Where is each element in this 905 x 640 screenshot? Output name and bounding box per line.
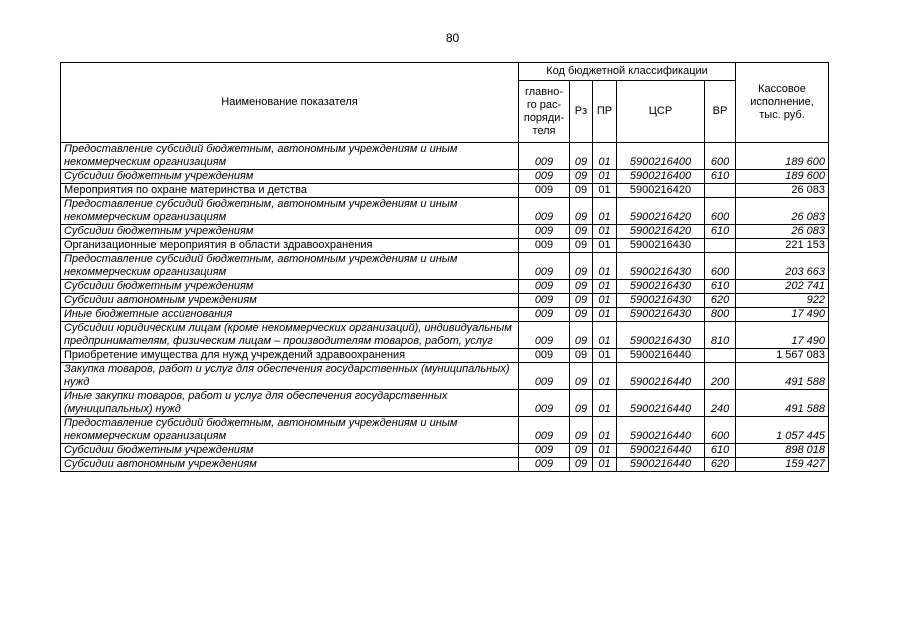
table-row — [61, 143, 829, 170]
row-amount: 26 083 — [736, 198, 829, 225]
table-row — [61, 225, 829, 239]
row-rz: 09 — [570, 198, 593, 225]
row-pr: 01 — [593, 444, 617, 458]
row-grbs: 009 — [519, 349, 570, 363]
row-pr: 01 — [593, 322, 617, 349]
row-vr — [705, 239, 736, 253]
table-row — [61, 280, 829, 294]
header-name: Наименование показателя — [61, 63, 519, 143]
header-code-group: Код бюджетной классификации — [519, 63, 736, 81]
row-amount: 202 741 — [736, 280, 829, 294]
row-grbs: 009 — [519, 198, 570, 225]
header-csr: ЦСР — [617, 81, 705, 143]
row-vr: 610 — [705, 225, 736, 239]
row-vr: 600 — [705, 417, 736, 444]
row-csr: 5900216440 — [617, 390, 705, 417]
row-pr: 01 — [593, 143, 617, 170]
row-pr: 01 — [593, 253, 617, 280]
row-grbs: 009 — [519, 444, 570, 458]
row-vr: 610 — [705, 280, 736, 294]
row-rz: 09 — [570, 294, 593, 308]
row-vr: 610 — [705, 170, 736, 184]
row-amount: 26 083 — [736, 225, 829, 239]
row-csr: 5900216420 — [617, 184, 705, 198]
row-name: Приобретение имущества для нужд учреждений здравоохранения — [61, 349, 519, 363]
header-pr: ПР — [593, 81, 617, 143]
row-vr: 600 — [705, 143, 736, 170]
row-grbs: 009 — [519, 322, 570, 349]
row-rz: 09 — [570, 390, 593, 417]
page-number: 80 — [445, 31, 460, 45]
table-body — [61, 143, 829, 472]
table-row — [61, 198, 829, 225]
row-rz: 09 — [570, 444, 593, 458]
row-grbs: 009 — [519, 184, 570, 198]
row-pr: 01 — [593, 184, 617, 198]
row-csr: 5900216430 — [617, 308, 705, 322]
row-pr: 01 — [593, 390, 617, 417]
row-amount: 26 083 — [736, 184, 829, 198]
row-name: Субсидии бюджетным учреждениям — [61, 280, 519, 294]
row-vr: 800 — [705, 308, 736, 322]
row-csr: 5900216440 — [617, 349, 705, 363]
table-row — [61, 184, 829, 198]
row-pr: 01 — [593, 225, 617, 239]
row-amount: 221 153 — [736, 239, 829, 253]
row-amount: 491 588 — [736, 363, 829, 390]
row-vr: 610 — [705, 444, 736, 458]
row-pr: 01 — [593, 308, 617, 322]
table-row — [61, 390, 829, 417]
row-grbs: 009 — [519, 458, 570, 472]
table-row — [61, 322, 829, 349]
row-grbs: 009 — [519, 170, 570, 184]
row-vr: 620 — [705, 294, 736, 308]
table-row — [61, 363, 829, 390]
row-name: Субсидии автономным учреждениям — [61, 294, 519, 308]
row-pr: 01 — [593, 294, 617, 308]
row-grbs: 009 — [519, 280, 570, 294]
row-csr: 5900216440 — [617, 417, 705, 444]
row-rz: 09 — [570, 417, 593, 444]
row-rz: 09 — [570, 253, 593, 280]
table-row — [61, 294, 829, 308]
row-rz: 09 — [570, 225, 593, 239]
row-vr: 200 — [705, 363, 736, 390]
row-name: Предоставление субсидий бюджетным, автономным учреждениям и иным некоммерческим организациям — [61, 143, 519, 170]
row-name: Субсидии бюджетным учреждениям — [61, 225, 519, 239]
table-row — [61, 458, 829, 472]
row-name: Предоставление субсидий бюджетным, автономным учреждениям и иным некоммерческим организациям — [61, 417, 519, 444]
table-row — [61, 253, 829, 280]
row-rz: 09 — [570, 349, 593, 363]
row-name: Субсидии бюджетным учреждениям — [61, 444, 519, 458]
row-csr: 5900216430 — [617, 239, 705, 253]
header-grbs: главно-го рас-поряди-теля — [519, 81, 570, 143]
row-name: Предоставление субсидий бюджетным, автономным учреждениям и иным некоммерческим организациям — [61, 198, 519, 225]
row-vr: 240 — [705, 390, 736, 417]
table-header — [61, 63, 829, 143]
row-csr: 5900216430 — [617, 322, 705, 349]
row-grbs: 009 — [519, 363, 570, 390]
row-rz: 09 — [570, 184, 593, 198]
row-amount: 898 018 — [736, 444, 829, 458]
row-name: Субсидии бюджетным учреждениям — [61, 170, 519, 184]
row-rz: 09 — [570, 170, 593, 184]
row-pr: 01 — [593, 363, 617, 390]
row-pr: 01 — [593, 280, 617, 294]
row-csr: 5900216430 — [617, 280, 705, 294]
row-grbs: 009 — [519, 225, 570, 239]
row-rz: 09 — [570, 239, 593, 253]
budget-table — [60, 62, 829, 472]
row-amount: 159 427 — [736, 458, 829, 472]
table-row — [61, 444, 829, 458]
row-csr: 5900216430 — [617, 253, 705, 280]
table-row — [61, 239, 829, 253]
table-row — [61, 170, 829, 184]
row-pr: 01 — [593, 349, 617, 363]
row-csr: 5900216400 — [617, 143, 705, 170]
row-name: Закупка товаров, работ и услуг для обеспечения государственных (муниципальных) нужд — [61, 363, 519, 390]
header-amount: Кассовое исполнение, тыс. руб. — [736, 63, 829, 143]
row-vr: 600 — [705, 198, 736, 225]
row-vr — [705, 349, 736, 363]
row-csr: 5900216430 — [617, 294, 705, 308]
row-csr: 5900216440 — [617, 458, 705, 472]
row-pr: 01 — [593, 239, 617, 253]
header-rz: Рз — [570, 81, 593, 143]
row-csr: 5900216420 — [617, 198, 705, 225]
row-pr: 01 — [593, 458, 617, 472]
row-grbs: 009 — [519, 294, 570, 308]
row-grbs: 009 — [519, 143, 570, 170]
row-amount: 491 588 — [736, 390, 829, 417]
row-name: Субсидии автономным учреждениям — [61, 458, 519, 472]
row-name: Иные бюджетные ассигнования — [61, 308, 519, 322]
row-amount: 203 663 — [736, 253, 829, 280]
row-name: Организационные мероприятия в области здравоохранения — [61, 239, 519, 253]
row-rz: 09 — [570, 363, 593, 390]
row-pr: 01 — [593, 198, 617, 225]
row-csr: 5900216440 — [617, 363, 705, 390]
row-grbs: 009 — [519, 253, 570, 280]
table-row — [61, 417, 829, 444]
row-csr: 5900216420 — [617, 225, 705, 239]
table-row — [61, 308, 829, 322]
row-rz: 09 — [570, 322, 593, 349]
row-grbs: 009 — [519, 308, 570, 322]
table-row — [61, 349, 829, 363]
row-amount: 1 057 445 — [736, 417, 829, 444]
row-name: Предоставление субсидий бюджетным, автономным учреждениям и иным некоммерческим организациям — [61, 253, 519, 280]
row-pr: 01 — [593, 170, 617, 184]
row-amount: 922 — [736, 294, 829, 308]
row-grbs: 009 — [519, 390, 570, 417]
row-amount: 17 490 — [736, 308, 829, 322]
row-pr: 01 — [593, 417, 617, 444]
row-vr: 810 — [705, 322, 736, 349]
row-csr: 5900216400 — [617, 170, 705, 184]
row-rz: 09 — [570, 280, 593, 294]
row-amount: 189 600 — [736, 143, 829, 170]
row-csr: 5900216440 — [617, 444, 705, 458]
row-name: Иные закупки товаров, работ и услуг для обеспечения государственных (муниципальных) нужд — [61, 390, 519, 417]
row-vr: 620 — [705, 458, 736, 472]
row-grbs: 009 — [519, 417, 570, 444]
row-rz: 09 — [570, 143, 593, 170]
row-vr — [705, 184, 736, 198]
header-vr: ВР — [705, 81, 736, 143]
row-rz: 09 — [570, 308, 593, 322]
row-amount: 17 490 — [736, 322, 829, 349]
row-amount: 189 600 — [736, 170, 829, 184]
row-vr: 600 — [705, 253, 736, 280]
row-rz: 09 — [570, 458, 593, 472]
row-grbs: 009 — [519, 239, 570, 253]
row-name: Мероприятия по охране материнства и детства — [61, 184, 519, 198]
row-name: Субсидии юридическим лицам (кроме некоммерческих организаций), индивидуальным предпринимателям, физическим лицам – производителям товаров, работ, услуг — [61, 322, 519, 349]
row-amount: 1 567 083 — [736, 349, 829, 363]
